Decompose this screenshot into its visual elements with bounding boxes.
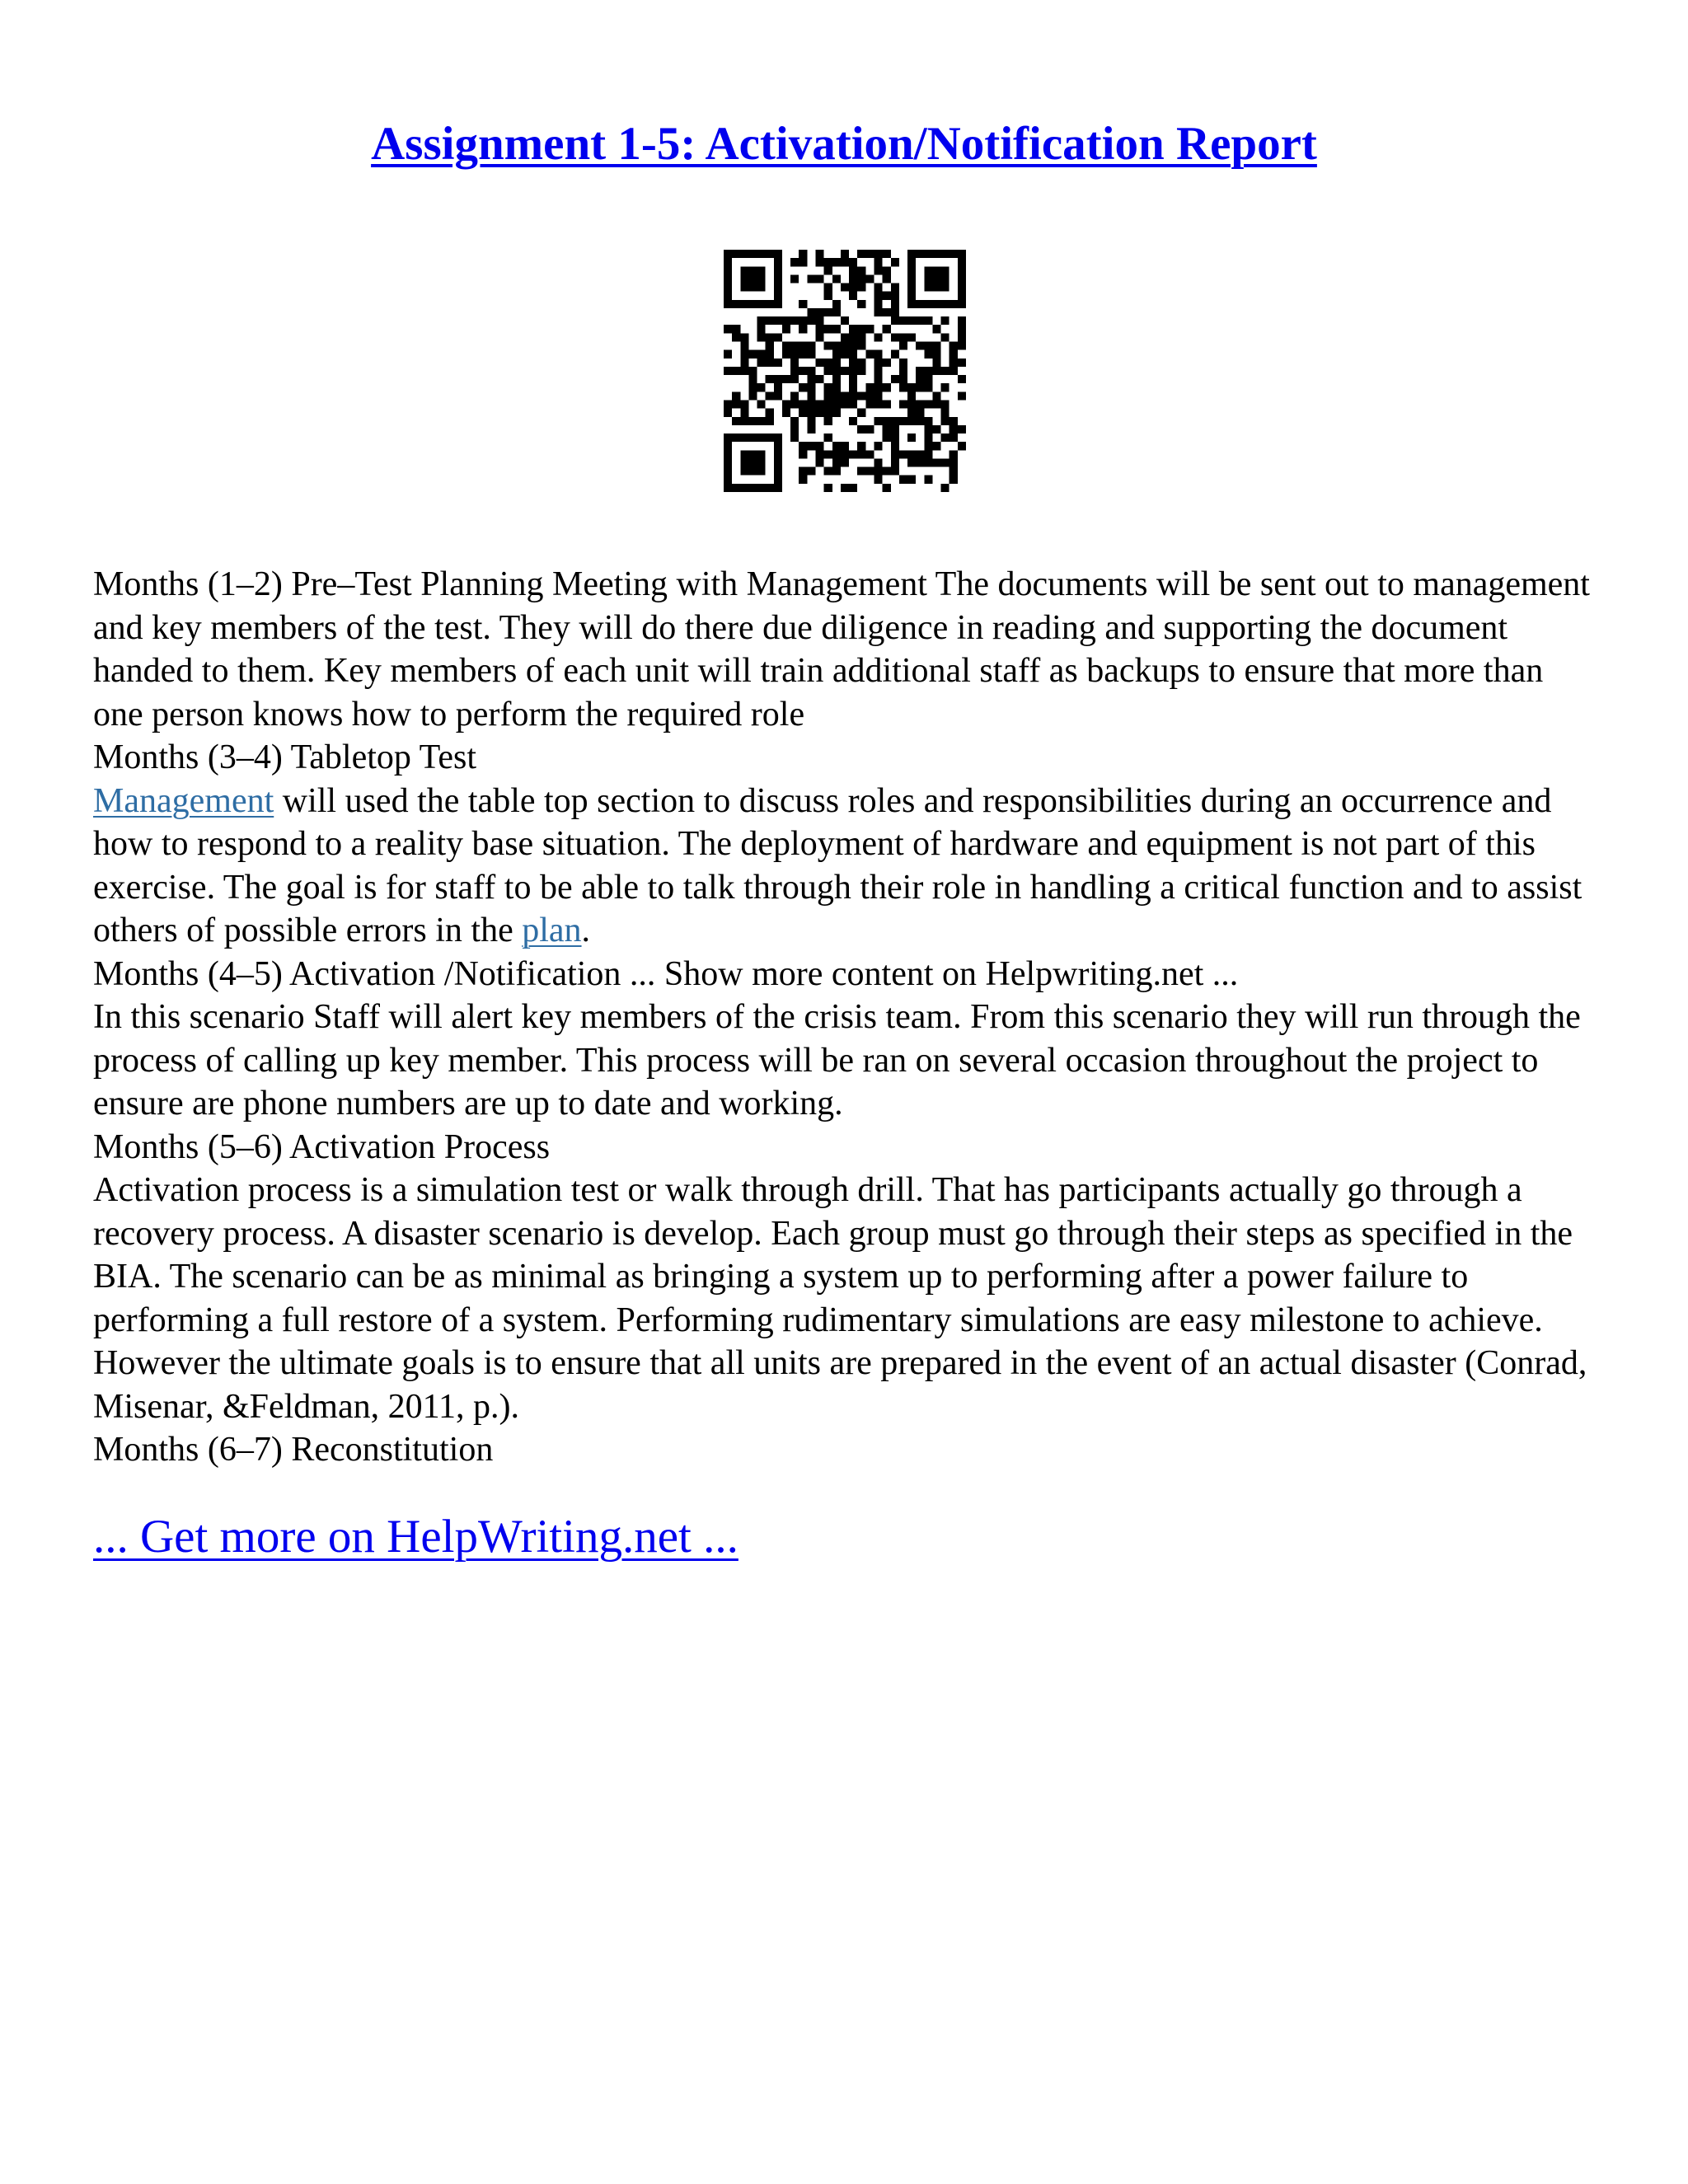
paragraph-planning-meeting: Months (1–2) Pre–Test Planning Meeting with Management The documents will be sent out to management and key members of the test. They will do there due diligence in reading and supporting the document handed to them. Key members of each unit will train additional staff as backups to ensure that more than one person knows how to perform the required role bbox=[93, 565, 1590, 733]
paragraph-tabletop bbox=[93, 780, 1601, 953]
heading-tabletop-test: Months (3–4) Tabletop Test bbox=[93, 738, 477, 776]
paragraph-scenario: In this scenario Staff will alert key members of the crisis team. From this scenario they will run through the process of calling up key member. This process will be ran on several occasion throughout the project to ensure are phone numbers are up to date and working. bbox=[93, 998, 1581, 1122]
qr-code-image bbox=[724, 250, 966, 492]
document-title bbox=[0, 115, 1688, 173]
plan-link[interactable]: plan bbox=[522, 912, 582, 949]
heading-activation-process: Months (5–6) Activation Process bbox=[93, 1127, 551, 1166]
heading-reconstitution: Months (6–7) Reconstitution bbox=[93, 1431, 494, 1469]
management-link[interactable]: Management bbox=[93, 781, 274, 820]
document-body bbox=[93, 563, 1601, 1472]
heading-activation-notification: Months (4–5) Activation /Notification ... Show more content on Helpwriting.net ... bbox=[93, 954, 1239, 993]
paragraph-tabletop-text: will used the table top section to discuss roles and responsibilities during an occurrence and how to respond to a reality base situation. The deployment of hardware and equipment is not part of this exercise. The goal is for staff to be able to talk through their role in handling a critical function and to assist others of possible errors in the bbox=[93, 781, 1582, 949]
title-link[interactable]: Assignment 1-5: Activation/Notification Report bbox=[371, 118, 1317, 170]
paragraph-tabletop-end: . bbox=[581, 912, 591, 949]
get-more-link[interactable]: ... Get more on HelpWriting.net ... bbox=[93, 1511, 738, 1563]
paragraph-activation-process: Activation process is a simulation test or walk through drill. That has participants actually go through a recovery process. A disaster scenario is develop. Each group must go through their steps as specified in the BIA. The scenario can be as minimal as bringing a system up to performing after a power failure to performing a full restore of a system. Performing rudimentary simulations are easy milestone to achieve. However the ultimate goals is to ensure that all units are prepared in the event of an actual disaster (Conrad, Misenar, &Feldman, 2011, p.). bbox=[93, 1171, 1587, 1426]
